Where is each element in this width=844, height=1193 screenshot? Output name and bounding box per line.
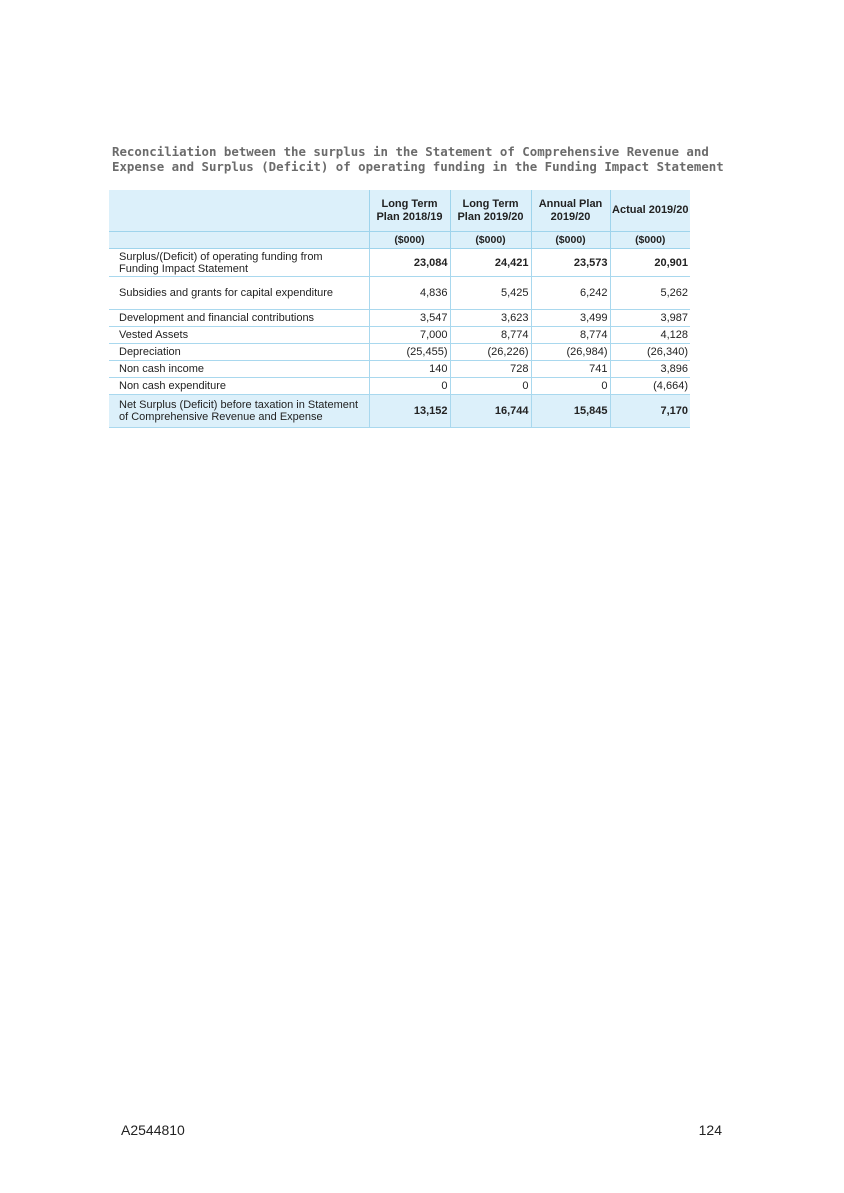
row-value: (26,226) (450, 344, 531, 361)
row-value: 20,901 (610, 249, 690, 277)
title-line-1: Reconciliation between the surplus in the Statement of Comprehensive Revenue and (112, 144, 709, 159)
table-row (109, 378, 690, 395)
row-value: 0 (531, 378, 610, 395)
header-actual-2019-20: Actual 2019/20 (610, 190, 690, 232)
row-value: 8,774 (450, 327, 531, 344)
row-value: (4,664) (610, 378, 690, 395)
reconciliation-table (109, 190, 690, 428)
page-number: 124 (698, 1122, 722, 1138)
header-annual-plan-2019-20: Annual Plan 2019/20 (531, 190, 610, 232)
row-value: 3,499 (531, 310, 610, 327)
row-value: 13,152 (369, 395, 450, 428)
header-blank (109, 190, 369, 232)
row-value: 4,128 (610, 327, 690, 344)
row-label: Vested Assets (109, 327, 369, 344)
table-row (109, 344, 690, 361)
row-value: 8,774 (531, 327, 610, 344)
row-label: Net Surplus (Deficit) before taxation in Statement of Comprehensive Revenue and Expense (109, 395, 369, 428)
unit-cell: ($000) (531, 232, 610, 249)
row-value: 5,425 (450, 277, 531, 310)
row-value: 728 (450, 361, 531, 378)
row-label: Subsidies and grants for capital expenditure (109, 277, 369, 310)
row-value: (26,340) (610, 344, 690, 361)
row-label: Non cash income (109, 361, 369, 378)
table-title (112, 144, 724, 174)
row-value: 24,421 (450, 249, 531, 277)
table-row (109, 249, 690, 277)
row-label: Surplus/(Deficit) of operating funding from Funding Impact Statement (109, 249, 369, 277)
row-value: 23,573 (531, 249, 610, 277)
row-value: 3,987 (610, 310, 690, 327)
row-label: Non cash expenditure (109, 378, 369, 395)
unit-cell: ($000) (610, 232, 690, 249)
row-value: 3,623 (450, 310, 531, 327)
row-value: 0 (369, 378, 450, 395)
row-value: 7,000 (369, 327, 450, 344)
row-value: 741 (531, 361, 610, 378)
unit-cell: ($000) (450, 232, 531, 249)
row-label: Depreciation (109, 344, 369, 361)
row-value: 7,170 (610, 395, 690, 428)
table-row (109, 277, 690, 310)
row-value: 15,845 (531, 395, 610, 428)
table-row (109, 327, 690, 344)
row-value: 0 (450, 378, 531, 395)
unit-cell: ($000) (369, 232, 450, 249)
header-row (109, 190, 690, 232)
row-value: 5,262 (610, 277, 690, 310)
row-value: 6,242 (531, 277, 610, 310)
row-label: Development and financial contributions (109, 310, 369, 327)
header-ltp-2018-19: Long Term Plan 2018/19 (369, 190, 450, 232)
units-row (109, 232, 690, 249)
row-value: (25,455) (369, 344, 450, 361)
row-value: (26,984) (531, 344, 610, 361)
document-id: A2544810 (121, 1122, 185, 1138)
units-blank (109, 232, 369, 249)
row-value: 4,836 (369, 277, 450, 310)
table-row-total (109, 395, 690, 428)
table-row (109, 310, 690, 327)
header-ltp-2019-20: Long Term Plan 2019/20 (450, 190, 531, 232)
row-value: 140 (369, 361, 450, 378)
table-row (109, 361, 690, 378)
title-line-2: Expense and Surplus (Deficit) of operating funding in the Funding Impact Statement (112, 159, 724, 174)
row-value: 3,896 (610, 361, 690, 378)
row-value: 23,084 (369, 249, 450, 277)
row-value: 16,744 (450, 395, 531, 428)
row-value: 3,547 (369, 310, 450, 327)
